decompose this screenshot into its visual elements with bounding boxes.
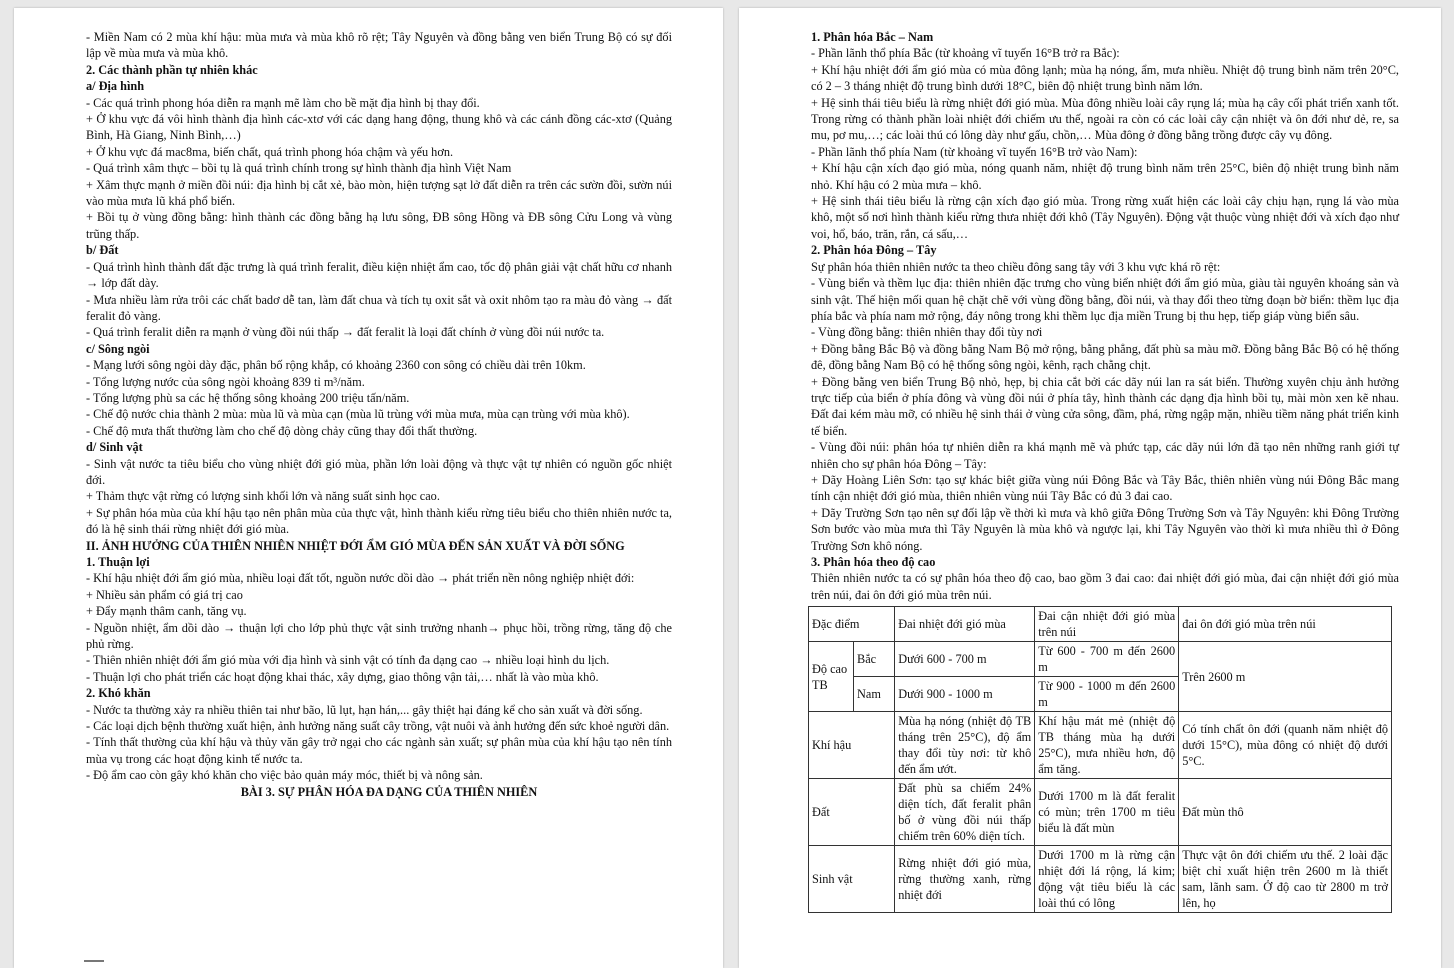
paragraph-line: - Quá trình feralit diễn ra mạnh ở vùng đồi núi thấp → đất feralit là loại đất chính ở vùng đồi núi nước ta. (86, 325, 605, 340)
row-sublabel-south: Nam (854, 677, 895, 712)
paragraph-line: + Bồi tụ ở vùng đồng bằng: hình thành các đồng bằng hạ lưu sông, ĐB sông Hồng và ĐB sông Cửu Long và vùng trũng thấp. (86, 210, 672, 241)
paragraph-line: - Vùng đồi núi: phân hóa tự nhiên diễn ra khá mạnh mẽ và phức tạp, các dãy núi lớn đã tạo nên những ranh giới tự nhiên cho sự phân hóa Đông – Tây: (811, 440, 1399, 471)
paragraph-line: - Chế độ nước chia thành 2 mùa: mùa lũ và mùa cạn (mùa lũ trùng với mùa mưa, mùa cạn trùng với mùa khô). (86, 407, 630, 422)
paragraph-line: + Ở khu vực đá mac8ma, biến chất, quá trình phong hóa chậm và yếu hơn. (86, 144, 454, 159)
table-cell: Rừng nhiệt đới gió mùa, rừng thường xanh, rừng nhiệt đới (895, 846, 1035, 913)
document-page-left (14, 8, 723, 968)
paragraph-line: + Đồng bằng Bắc Bộ và đồng bằng Nam Bộ mở rộng, bằng phẳng, đất phù sa màu mỡ. Đồng bằng Bắc Bộ có hệ thống đê, đồng bằng Nam Bộ có hệ thống sông ngòi, kênh, rạch chằng chịt. (811, 341, 1399, 373)
document-page-right (739, 8, 1441, 968)
table-cell: Từ 600 - 700 m đến 2600 m (1035, 642, 1179, 677)
section-heading: 2. Các thành phần tự nhiên khác (86, 62, 258, 77)
paragraph-line: + Dãy Trường Sơn tạo nên sự đối lập về thời kì mưa và khô giữa Đông Trường Sơn và Tây Nguyên: khi Đông Trường Sơn bước vào mùa mưa thì Tây Nguyên là mùa khô và ngược lại, khi Tây Nguyên vào thời kì mưa nhiều thì ở Đông Trường Sơn khô nóng. (811, 505, 1399, 553)
table-cell: Có tính chất ôn đới (quanh năm nhiệt độ dưới 15°C), mùa đông có nhiệt độ dưới 5°C. (1179, 712, 1392, 779)
section-heading: b/ Đất (86, 243, 119, 258)
table-cell: Khí hậu mát mẻ (nhiệt độ TB tháng mùa hạ dưới 25°C), mưa nhiều hơn, độ ẩm tăng. (1035, 712, 1179, 779)
section-heading: 2. Phân hóa Đông – Tây (811, 243, 937, 258)
table-row (809, 846, 1392, 913)
row-label-climate: Khí hậu (809, 712, 895, 779)
lesson-title: BÀI 3. SỰ PHÂN HÓA ĐA DẠNG CỦA THIÊN NHIÊN (240, 784, 538, 799)
paragraph-line: - Phần lãnh thổ phía Nam (từ khoảng vĩ tuyến 16°B trở vào Nam): (811, 144, 1138, 159)
section-heading: c/ Sông ngòi (86, 341, 150, 356)
table-header-row (809, 607, 1392, 642)
paragraph-line: + Hệ sinh thái tiêu biểu là rừng cận xích đạo gió mùa. Trong rừng xuất hiện các loài cây chịu hạn, rụng lá vào mùa khô, một số nơi hình thành kiểu rừng thưa nhiệt đới khô (Tây Nguyên). Động vật thuộc vùng nhiệt đới và xích đạo như voi, hổ, báo, trăn, rắn, cá sấu,… (811, 194, 1399, 241)
section-heading: 1. Phân hóa Bắc – Nam (811, 30, 934, 44)
paragraph-line: + Xâm thực mạnh ở miền đồi núi: địa hình bị cắt xẻ, bào mòn, hiện tượng sạt lở đất diễn ra trên các sườn đồi, sườn núi vào mùa mưa lũ khá phổ biến. (86, 177, 672, 209)
section-heading: 3. Phân hóa theo độ cao (811, 555, 936, 569)
table-cell: Dưới 1700 m là đất feralit có mùn; trên 1700 m tiêu biểu là đất mùn (1035, 779, 1179, 846)
paragraph-line: + Sự phân hóa mùa của khí hậu tạo nên phân mùa của thực vật, hình thành kiểu rừng tiêu biểu cho thiên nhiên nước ta, đó là hệ sinh thái rừng nhiệt đới gió mùa. (86, 505, 672, 537)
paragraph-line: - Quá trình xâm thực – bồi tụ là quá trình chính trong sự hình thành địa hình Việt Nam (86, 161, 512, 176)
table-cell: Mùa hạ nóng (nhiệt độ TB tháng trên 25°C), độ ẩm thay đổi tùy nơi: từ khô đến ẩm ướt. (895, 712, 1035, 779)
paragraph-line: - Các loại dịch bệnh thường xuất hiện, ảnh hưởng năng suất cây trồng, vật nuôi và ảnh hưởng đến sức khoẻ người dân. (86, 719, 670, 734)
paragraph-line: + Khí hậu cận xích đạo gió mùa, nóng quanh năm, nhiệt độ trung bình năm trên 25°C, biên độ nhiệt trung bình năm nhỏ. Khí hậu có 2 mùa mưa – khô. (811, 161, 1399, 192)
row-label-soil: Đất (809, 779, 895, 846)
paragraph-line: + Dãy Hoàng Liên Sơn: tạo sự khác biệt giữa vùng núi Đông Bắc và Tây Bắc, thiên nhiên vùng núi Đông Bắc mang tính cận nhiệt đới gió mùa, thiên nhiên vùng núi Tây Bắc có đủ 3 đai cao. (811, 472, 1399, 504)
table-row (809, 642, 1392, 677)
paragraph-line: - Tính thất thường của khí hậu và thủy văn gây trở ngại cho các ngành sản xuất; sự phân mùa của khí hậu tạo nên tính mùa vụ trong các hoạt động kinh tế nước ta. (86, 735, 672, 766)
paragraph-line: + Thảm thực vật rừng có lượng sinh khối lớn và năng suất sinh học cao. (86, 489, 440, 504)
table-header-cell: đai ôn đới gió mùa trên núi (1179, 607, 1392, 642)
table-cell: Đất mùn thô (1179, 779, 1392, 846)
table-cell: Dưới 600 - 700 m (895, 642, 1035, 677)
paragraph-line: + Nhiều sản phẩm có giá trị cao (86, 587, 243, 602)
page-edge-mark (84, 960, 104, 962)
table-cell: Từ 900 - 1000 m đến 2600 m (1035, 677, 1179, 712)
paragraph-line: - Sinh vật nước ta tiêu biểu cho vùng nhiệt đới gió mùa, phần lớn loài động và thực vật tự nhiên có nguồn gốc nhiệt đới. (86, 456, 672, 487)
paragraph-line: - Các quá trình phong hóa diễn ra mạnh mẽ làm cho bề mặt địa hình bị thay đổi. (86, 95, 480, 110)
paragraph-line: - Phần lãnh thổ phía Bắc (từ khoảng vĩ tuyến 16°B trở ra Bắc): (811, 46, 1120, 61)
section-heading: a/ Địa hình (86, 79, 145, 94)
paragraph-line: - Quá trình hình thành đất đặc trưng là quá trình feralit, điều kiện nhiệt ẩm cao, tốc độ phân giải vật chất hữu cơ nhanh → lớp đất dày. (86, 259, 672, 291)
paragraph-line: - Tổng lượng nước của sông ngòi khoảng 839 tỉ m³/năm. (86, 374, 365, 389)
paragraph-line: - Thiên nhiên nhiệt đới ẩm gió mùa với địa hình và sinh vật có tính đa dạng cao → nhiều loại hình du lịch. (86, 653, 610, 668)
table-header-cell: Đặc điểm (809, 607, 895, 642)
section-heading: 2. Khó khăn (86, 686, 151, 701)
paragraph-line: - Tổng lượng phù sa các hệ thống sông khoảng 200 triệu tấn/năm. (86, 390, 410, 405)
paragraph-line: - Vùng biển và thềm lục địa: thiên nhiên đặc trưng cho vùng biển nhiệt đới ẩm gió mùa, giàu tài nguyên khoáng sản và sinh vật. Thế hiện mối quan hệ chặt chẽ với vùng đồng bằng, đồi núi, và thay đổi theo từng đoạn bờ biển: thềm lục địa phía bắc và phía nam mở rộng, đáy nông trong khi thềm lục địa miền Trung bị thu hẹp, tiếp giáp vùng biển sâu. (811, 276, 1399, 323)
paragraph-line: - Vùng đồng bằng: thiên nhiên thay đổi tùy nơi (811, 325, 1043, 340)
row-label-height: Độ cao TB (809, 642, 854, 712)
paragraph-line: - Khí hậu nhiệt đới ẩm gió mùa, nhiều loại đất tốt, nguồn nước dồi dào → phát triển nền nông nghiệp nhiệt đới: (86, 571, 635, 586)
paragraph-line: + Khí hậu nhiệt đới ẩm gió mùa có mùa đông lạnh; mùa hạ nóng, ẩm, mưa nhiều. Nhiệt độ trung bình năm trên 20°C, có 2 – 3 tháng nhiệt độ trung bình dưới 18°C, biên độ nhiệt trung bình năm lớn. (811, 62, 1399, 94)
page-left-text (86, 29, 672, 800)
paragraph-line: Sự phân hóa thiên nhiên nước ta theo chiều đông sang tây với 3 khu vực khá rõ rệt: (811, 259, 1221, 274)
paragraph-line: + Đẩy mạnh thâm canh, tăng vụ. (86, 604, 247, 619)
paragraph-line: - Chế độ mưa thất thường làm cho chế độ dòng chảy cũng thay đổi thất thường. (86, 423, 478, 438)
section-heading: d/ Sinh vật (86, 440, 143, 455)
paragraph-line: Thiên nhiên nước ta có sự phân hóa theo độ cao, bao gồm 3 đai cao: đai nhiệt đới gió mùa, đai cận nhiệt đới gió mùa trên núi, đai ôn đới gió mùa trên núi. (811, 571, 1399, 602)
table-row (809, 779, 1392, 846)
table-cell: Trên 2600 m (1179, 642, 1392, 712)
paragraph-line: - Mạng lưới sông ngòi dày đặc, phân bố rộng khắp, có khoảng 2360 con sông có chiều dài trên 10km. (86, 358, 586, 373)
altitude-zones-table (808, 606, 1392, 913)
paragraph-line: - Nước ta thường xảy ra nhiều thiên tai như bão, lũ lụt, hạn hán,... gây thiệt hại đáng kể cho sản xuất và đời sống. (86, 702, 643, 717)
paragraph-line: - Miền Nam có 2 mùa khí hậu: mùa mưa và mùa khô rõ rệt; Tây Nguyên và đồng bằng ven biển Trung Bộ có sự đối lập về mùa mưa và mùa khô. (86, 30, 672, 61)
page-right-text (811, 29, 1399, 913)
table-cell: Thực vật ôn đới chiếm ưu thế. 2 loài đặc biệt chỉ xuất hiện trên 2600 m là thiết sam, lãnh sam. Ở độ cao từ 2800 m trở lên, họ (1179, 846, 1392, 913)
table-header-cell: Đai cận nhiệt đới gió mùa trên núi (1035, 607, 1179, 642)
section-heading: II. ẢNH HƯỞNG CỦA THIÊN NHIÊN NHIỆT ĐỚI ẨM GIÓ MÙA ĐẾN SẢN XUẤT VÀ ĐỜI SỐNG (86, 538, 625, 553)
right-paragraphs (811, 29, 1399, 603)
paragraph-line: - Mưa nhiều làm rửa trôi các chất badơ dễ tan, làm đất chua và tích tụ oxit sắt và oxit nhôm tạo ra màu đỏ vàng → đất feralit đỏ vàng. (86, 292, 672, 323)
table-cell: Đất phù sa chiếm 24% diện tích, đất feralit phân bố ở vùng đồi núi thấp chiếm trên 60% diện tích. (895, 779, 1035, 846)
paragraph-line: + Ở khu vực đá vôi hình thành địa hình các-xtơ với các dạng hang động, thung khô và các cánh đồng các-xtơ (Quảng Bình, Hà Giang, Ninh Bình,…) (86, 112, 672, 143)
table-row (809, 712, 1392, 779)
row-sublabel-north: Bắc (854, 642, 895, 677)
table-cell: Dưới 900 - 1000 m (895, 677, 1035, 712)
paragraph-line: - Nguồn nhiệt, ẩm dồi dào → thuận lợi cho lớp phủ thực vật sinh trưởng nhanh→ phục hồi, trồng rừng, tăng độ che phủ rừng. (86, 620, 672, 652)
table-header-cell: Đai nhiệt đới gió mùa (895, 607, 1035, 642)
paragraph-line: + Đồng bằng ven biển Trung Bộ nhỏ, hẹp, bị chia cắt bởi các dãy núi lan ra sát biển. Thường xuyên chịu ảnh hưởng trực tiếp của biển ở phía đông và vùng đồi núi ở phía tây, hình thành các dạng địa hình bồi tụ, mài mòn xen kẽ nhau. Đất đai kém màu mỡ, có nhiều hệ sinh thái ở vùng cửa sông, đầm, phá, rừng ngập mặn, nhiều tiềm năng phát triển kinh tế biển. (811, 374, 1399, 438)
paragraph-line: - Thuận lợi cho phát triển các hoạt động khai thác, xây dựng, giao thông vận tải,… nhất là vào mùa khô. (86, 669, 599, 684)
table-cell: Dưới 1700 m là rừng cận nhiệt đới lá rộng, lá kim; động vật tiêu biểu là các loài thú có lông (1035, 846, 1179, 913)
paragraph-line: - Độ ẩm cao còn gây khó khăn cho việc bảo quản máy móc, thiết bị và nông sản. (86, 768, 483, 783)
row-label-bio: Sinh vật (809, 846, 895, 913)
paragraph-line: + Hệ sinh thái tiêu biểu là rừng nhiệt đới gió mùa. Mùa đông nhiều loài cây rụng lá; mùa hạ cây cối phát triển xanh tốt. Trong rừng có thành phần loài nhiệt đới chiếm ưu thế, ngoài ra còn có các loài cây cận nhiệt và ôn đới như dẻ, re, sa mu, pơ mu,…; các loài thú có lông dày như gấu, chồn,… Mùa đông ở đồng bằng trồng được cây vụ đông. (811, 95, 1399, 143)
section-heading: 1. Thuận lợi (86, 555, 150, 569)
